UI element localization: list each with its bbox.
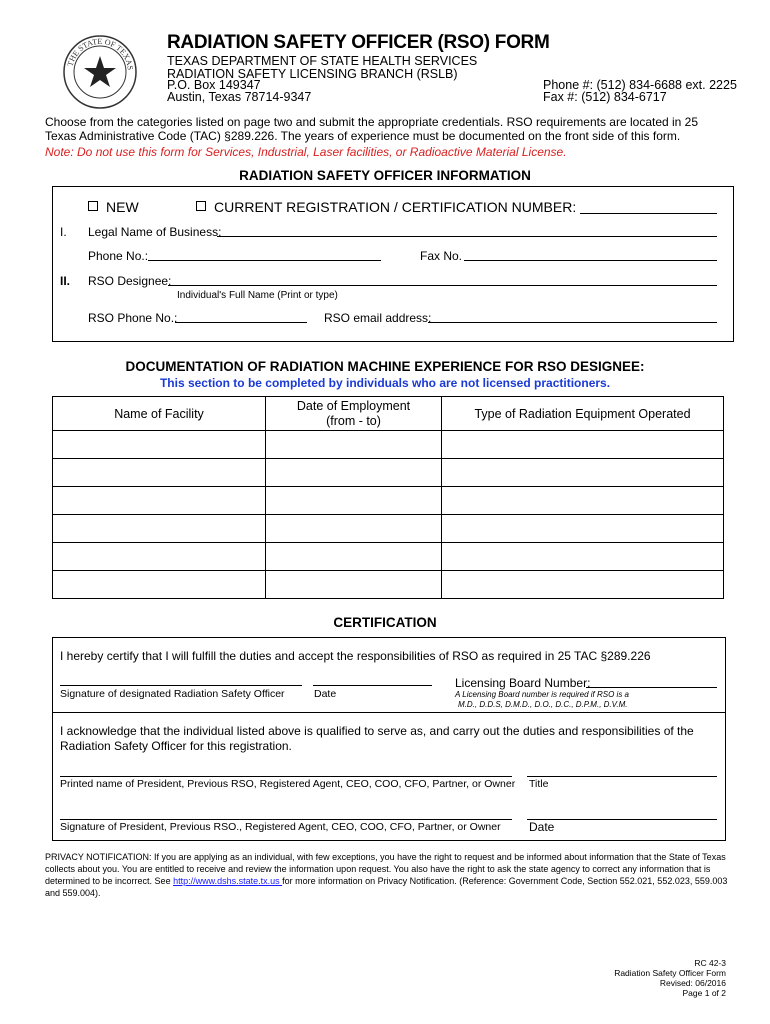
table-row xyxy=(53,515,724,543)
rso-email-field[interactable] xyxy=(428,322,717,323)
facility-cell[interactable] xyxy=(53,571,266,599)
registration-number-field[interactable] xyxy=(580,213,717,214)
certification-heading: CERTIFICATION xyxy=(333,615,437,630)
printed-name-label: Printed name of President, Previous RSO, Registered Agent, CEO, COO, CFO, Partner, or Owner xyxy=(60,778,516,790)
date-header-line-2: (from - to) xyxy=(326,413,381,428)
seal-text: THE STATE OF TEXAS xyxy=(65,36,135,71)
texas-state-seal xyxy=(62,34,138,110)
date-header-line-1: Date of Employment xyxy=(296,398,411,413)
fax-number: Fax #: (512) 834-6717 xyxy=(543,90,667,104)
privacy-text-2: for more information on Privacy Notification. (Reference: Government Code, Section 552.021, 552.023, 559.003 and 559.004). xyxy=(45,876,728,898)
rso-signature-field[interactable] xyxy=(60,685,302,686)
certify-statement: I hereby certify that I will fulfill the duties and accept the responsibilities of RSO as required in 25 TAC §289.226 xyxy=(60,649,651,663)
current-option[interactable] xyxy=(196,199,576,215)
fax-no-field[interactable] xyxy=(464,260,717,261)
section-i-label: I. xyxy=(60,225,67,239)
title-field[interactable] xyxy=(527,776,717,777)
note-text: Note: Do not use this form for Services, Industrial, Laser facilities, or Radioactive Material License. xyxy=(45,145,567,159)
designee-field[interactable] xyxy=(168,285,717,286)
form-footer xyxy=(614,958,726,998)
phone-no-field[interactable] xyxy=(148,260,381,261)
licensing-board-field[interactable] xyxy=(586,687,717,688)
documentation-subheading: This section to be completed by individuals who are not licensed practitioners. xyxy=(159,376,611,390)
table-row xyxy=(53,487,724,515)
privacy-link[interactable]: http://www.dshs.state.tx.us xyxy=(173,876,283,886)
form-name: Radiation Safety Officer Form xyxy=(614,968,726,978)
section-ii-label: II. xyxy=(60,274,71,288)
facility-column-header: Name of Facility xyxy=(53,397,266,431)
date-cell[interactable] xyxy=(266,543,442,571)
legal-name-label: Legal Name of Business: xyxy=(88,225,222,239)
date-cell[interactable] xyxy=(266,571,442,599)
certification-divider xyxy=(52,712,726,713)
new-option[interactable] xyxy=(88,199,139,215)
form-number: RC 42-3 xyxy=(694,958,726,968)
phone-no-label: Phone No.: xyxy=(88,249,149,263)
legal-name-field[interactable] xyxy=(217,236,717,237)
date-cell[interactable] xyxy=(266,515,442,543)
table-row xyxy=(53,459,724,487)
equipment-cell[interactable] xyxy=(442,459,724,487)
form-title: RADIATION SAFETY OFFICER (RSO) FORM xyxy=(167,32,550,53)
president-signature-field[interactable] xyxy=(60,819,512,820)
page-number: Page 1 of 2 xyxy=(682,988,726,998)
rso-phone-label: RSO Phone No.: xyxy=(88,311,178,325)
equipment-cell[interactable] xyxy=(442,487,724,515)
facility-cell[interactable] xyxy=(53,459,266,487)
president-signature-label: Signature of President, Previous RSO., Registered Agent, CEO, COO, CFO, Partner, or Owner xyxy=(60,821,501,833)
equipment-cell[interactable] xyxy=(442,431,724,459)
table-row xyxy=(53,543,724,571)
rso-phone-field[interactable] xyxy=(175,322,307,323)
rso-info-heading: RADIATION SAFETY OFFICER INFORMATION xyxy=(239,168,531,183)
date-column-header xyxy=(266,397,442,431)
table-row xyxy=(53,431,724,459)
date-cell[interactable] xyxy=(266,459,442,487)
designee-label: RSO Designee: xyxy=(88,274,172,288)
equipment-cell[interactable] xyxy=(442,571,724,599)
facility-cell[interactable] xyxy=(53,515,266,543)
president-date-field[interactable] xyxy=(527,819,717,820)
current-label: CURRENT REGISTRATION / CERTIFICATION NUMBER: xyxy=(214,199,577,215)
acknowledge-statement: I acknowledge that the individual listed above is qualified to serve as, and carry out the duties and responsibilities of the Radiation Safety Officer for this registration. xyxy=(60,724,694,753)
table-row xyxy=(53,571,724,599)
rso-date-field[interactable] xyxy=(313,685,432,686)
president-date-label: Date xyxy=(529,820,555,834)
equipment-cell[interactable] xyxy=(442,543,724,571)
date-cell[interactable] xyxy=(266,487,442,515)
city-address: Austin, Texas 78714-9347 xyxy=(167,90,312,104)
rso-date-label: Date xyxy=(314,688,337,700)
board-note-line-1: A Licensing Board number is required if RSO is a xyxy=(455,690,630,699)
title-label: Title xyxy=(529,778,549,790)
branch-name: RADIATION SAFETY LICENSING BRANCH (RSLB) xyxy=(167,67,458,81)
board-note-line-2: M.D., D.D.S, D.M.D., D.O., D.C., D.P.M., D.V.M. xyxy=(458,700,628,709)
equipment-column-header: Type of Radiation Equipment Operated xyxy=(442,397,724,431)
facility-cell[interactable] xyxy=(53,487,266,515)
documentation-heading: DOCUMENTATION OF RADIATION MACHINE EXPERIENCE FOR RSO DESIGNEE: xyxy=(125,359,645,374)
facility-cell[interactable] xyxy=(53,543,266,571)
rso-email-label: RSO email address: xyxy=(324,311,432,325)
phone-number: Phone #: (512) 834-6688 ext. 2225 xyxy=(543,78,737,92)
date-cell[interactable] xyxy=(266,431,442,459)
revised-date: Revised: 06/2016 xyxy=(659,978,726,988)
agency-name: TEXAS DEPARTMENT OF STATE HEALTH SERVICES xyxy=(167,54,478,68)
privacy-notification xyxy=(45,851,730,899)
new-checkbox[interactable] xyxy=(88,201,98,211)
rso-signature-label: Signature of designated Radiation Safety Officer xyxy=(60,688,285,700)
privacy-text-1: PRIVACY NOTIFICATION: If you are applying as an individual, with few exceptions, you have the right to request and be informed about information that the State of Texas collects about you. You are entitled to receive and review the information upon request. You also have the right to ask the state agency to correct any information that is determined to be incorrect. See xyxy=(45,852,726,886)
intro-text: Choose from the categories listed on page two and submit the appropriate credentials. RSO requirements are located in 25 Texas Administrative Code (TAC) §289.226. The years of experience must be documented on the front side of this form. xyxy=(45,115,699,143)
new-label: NEW xyxy=(106,199,139,215)
printed-name-field[interactable] xyxy=(60,776,512,777)
facility-cell[interactable] xyxy=(53,431,266,459)
experience-table xyxy=(52,396,724,599)
designee-hint: Individual's Full Name (Print or type) xyxy=(177,290,338,301)
po-box: P.O. Box 149347 xyxy=(167,78,261,92)
current-checkbox[interactable] xyxy=(196,201,206,211)
licensing-board-label: Licensing Board Number: xyxy=(455,676,591,690)
equipment-cell[interactable] xyxy=(442,515,724,543)
fax-no-label: Fax No. xyxy=(420,249,463,263)
